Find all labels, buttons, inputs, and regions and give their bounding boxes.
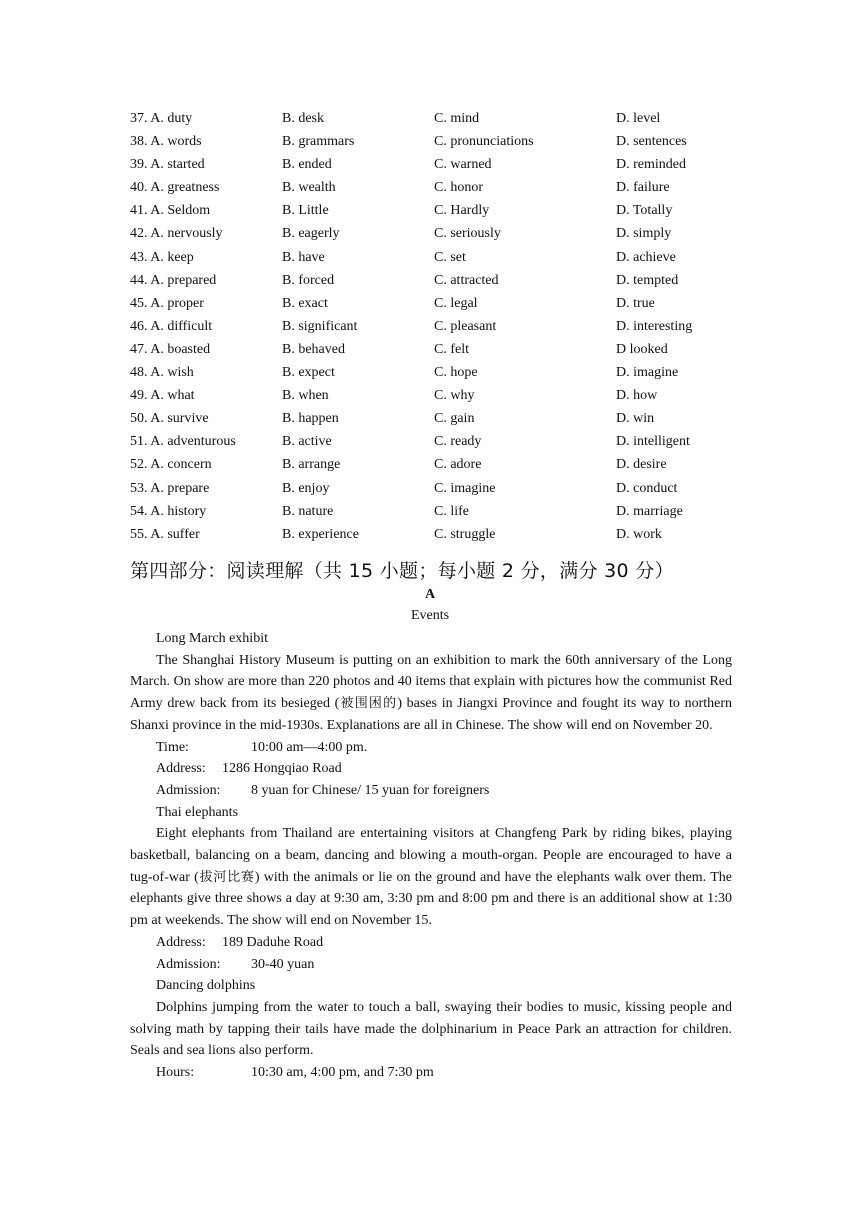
paragraph-text: Eight elephants from Thailand are entertaining visitors at Changfeng Park by riding bikes, playing basketball, balancing on a beam, dancing and blowing a mouth-organ. People are encouraged to have a tug-of-war (: [130, 826, 732, 885]
question-options-row: [130, 500, 750, 523]
option-c: C. pleasant: [434, 318, 497, 334]
option-a: 37. A. duty: [130, 111, 193, 126]
option-d: D. sentences: [616, 134, 687, 150]
option-c: C. legal: [434, 295, 478, 311]
option-d: D. simply: [616, 226, 672, 242]
option-a: 48. A. wish: [130, 365, 194, 381]
option-b: B. active: [282, 434, 332, 450]
option-b: B. have: [282, 249, 325, 265]
option-d: D. how: [616, 388, 658, 404]
question-options-row: [130, 453, 750, 476]
option-a: 41. A. Seldom: [130, 203, 211, 219]
passage-letter: A: [424, 587, 436, 602]
option-d: D. true: [616, 295, 655, 311]
field-label: Admission:: [156, 956, 221, 972]
event-heading-dancing-dolphins: Dancing dolphins: [156, 978, 256, 994]
option-b: B. expect: [282, 365, 335, 381]
option-c: C. hope: [434, 365, 478, 381]
option-c: C. struggle: [434, 526, 496, 542]
option-a: 53. A. prepare: [130, 480, 210, 496]
option-b: B. arrange: [282, 457, 341, 473]
event-description-dancing-dolphins: Dolphins jumping from the water to touch a ball, swaying their bodies to music, kissing people and solving math by tapping their tails have made the dolphinarium in Peace Park an attraction for children. Seals and sea lions also perform.: [130, 999, 732, 1059]
option-b: B. behaved: [282, 341, 345, 357]
question-options-row: [130, 477, 750, 500]
question-options-row: [130, 407, 750, 430]
option-b: B. happen: [282, 411, 339, 427]
option-c: C. set: [434, 249, 466, 265]
option-c: C. gain: [434, 411, 475, 427]
option-c: C. honor: [434, 180, 483, 196]
option-b: B. ended: [282, 157, 332, 173]
option-b: B. when: [282, 388, 329, 404]
field-label: Time:: [156, 739, 189, 755]
field-value: 189 Daduhe Road: [222, 934, 324, 950]
field-value: 10:30 am, 4:00 pm, and 7:30 pm: [251, 1065, 434, 1081]
option-b: B. experience: [282, 526, 359, 542]
question-options-row: [130, 338, 750, 361]
section-heading: 第四部分：阅读理解（共 15 小题；每小题 2 分，满分 30 分）: [130, 560, 674, 582]
question-options-row: [130, 269, 750, 292]
option-a: 52. A. concern: [130, 457, 212, 473]
option-c: C. warned: [434, 157, 492, 173]
option-b: B. eagerly: [282, 226, 340, 242]
option-d: D. work: [616, 526, 662, 542]
passage-title: Events: [410, 608, 450, 623]
option-a: 42. A. nervously: [130, 226, 223, 242]
option-c: C. adore: [434, 457, 482, 473]
event-admission: [130, 780, 732, 802]
chinese-gloss: 被围困的: [339, 696, 398, 712]
field-label: Hours:: [156, 1065, 195, 1081]
option-a: 55. A. suffer: [130, 526, 200, 542]
question-options-row: [130, 384, 750, 407]
event-admission: [130, 954, 732, 976]
option-c: C. why: [434, 388, 475, 404]
option-b: B. forced: [282, 272, 335, 288]
option-b: B. desk: [282, 111, 324, 126]
option-b: B. significant: [282, 318, 358, 334]
option-d: D. desire: [616, 457, 667, 473]
option-a: 51. A. adventurous: [130, 434, 236, 450]
option-a: 38. A. words: [130, 134, 202, 150]
event-heading-thai-elephants: Thai elephants: [156, 804, 239, 820]
event-heading-long-march: Long March exhibit: [156, 631, 268, 646]
question-options-row: [130, 107, 750, 130]
option-a: 40. A. greatness: [130, 180, 220, 196]
option-a: 49. A. what: [130, 388, 195, 404]
event-address: [130, 758, 732, 780]
option-d: D. tempted: [616, 272, 679, 288]
answer-options-table: [130, 107, 750, 546]
option-c: C. imagine: [434, 480, 496, 496]
option-d: D. conduct: [616, 480, 678, 496]
option-d: D. level: [616, 111, 661, 126]
question-options-row: [130, 361, 750, 384]
question-options-row: [130, 246, 750, 269]
field-label: Address:: [156, 934, 206, 950]
option-c: C. seriously: [434, 226, 501, 242]
question-options-row: [130, 176, 750, 199]
question-options-row: [130, 430, 750, 453]
option-c: C. mind: [434, 111, 480, 126]
option-c: C. life: [434, 503, 469, 519]
passage-body: [130, 628, 732, 1084]
option-b: B. grammars: [282, 134, 355, 150]
field-label: Admission:: [156, 782, 221, 798]
field-value: 10:00 am—4:00 pm.: [251, 739, 368, 755]
option-d: D. failure: [616, 180, 670, 196]
option-d: D. intelligent: [616, 434, 690, 450]
option-b: B. enjoy: [282, 480, 330, 496]
option-b: B. exact: [282, 295, 328, 311]
field-label: Address:: [156, 761, 206, 777]
option-d: D. reminded: [616, 157, 686, 173]
option-c: C. ready: [434, 434, 482, 450]
option-c: C. pronunciations: [434, 134, 534, 150]
question-options-row: [130, 153, 750, 176]
option-d: D. interesting: [616, 318, 693, 334]
event-time: [130, 737, 732, 759]
option-a: 44. A. prepared: [130, 272, 217, 288]
option-d: D. imagine: [616, 365, 679, 381]
question-options-row: [130, 222, 750, 245]
option-d: D. win: [616, 411, 655, 427]
option-a: 46. A. difficult: [130, 318, 213, 334]
question-options-row: [130, 130, 750, 153]
option-d: D looked: [616, 341, 668, 357]
field-value: 1286 Hongqiao Road: [222, 761, 342, 777]
paragraph-text: ) bases in Jiangxi Province and fought its way to northern Shanxi province in the mid-1930s. Explanations are all in Chinese. The show will end on November 20.: [130, 696, 732, 733]
option-b: B. wealth: [282, 180, 336, 196]
paragraph-text: ) with the animals or lie on the ground and have the elephants walk over them. The elephants give three shows a day at 9:30 am, 3:30 pm and 8:00 pm and there is an additional show at 1:30 pm at weekends. The show will end on November 15.: [130, 869, 732, 929]
option-d: D. Totally: [616, 203, 673, 219]
event-address: [130, 932, 732, 954]
option-d: D. achieve: [616, 249, 676, 265]
event-description-thai-elephants: [130, 823, 732, 932]
field-value: 30-40 yuan: [251, 956, 315, 972]
chinese-gloss: 拔河比赛: [198, 869, 255, 885]
event-description-long-march: [130, 650, 732, 737]
question-options-row: [130, 292, 750, 315]
event-hours: [130, 1062, 732, 1084]
question-options-row: [130, 315, 750, 338]
option-c: C. felt: [434, 341, 469, 357]
option-a: 50. A. survive: [130, 411, 209, 427]
field-value: 8 yuan for Chinese/ 15 yuan for foreigners: [251, 782, 490, 798]
option-a: 54. A. history: [130, 503, 207, 519]
option-b: B. nature: [282, 503, 334, 519]
option-a: 39. A. started: [130, 157, 205, 173]
option-c: C. Hardly: [434, 203, 490, 219]
question-options-row: [130, 199, 750, 222]
option-a: 43. A. keep: [130, 249, 194, 265]
option-a: 45. A. proper: [130, 295, 204, 311]
option-d: D. marriage: [616, 503, 683, 519]
option-c: C. attracted: [434, 272, 499, 288]
question-options-row: [130, 523, 750, 546]
option-b: B. Little: [282, 203, 329, 219]
paragraph-text: The Shanghai History Museum is putting on an exhibition to mark the 60th anniversary of the Long March. On show are more than 220 photos and 40 items that explain with pictures how the communist Red Army drew back from its besieged (: [130, 652, 732, 712]
option-a: 47. A. boasted: [130, 341, 211, 357]
